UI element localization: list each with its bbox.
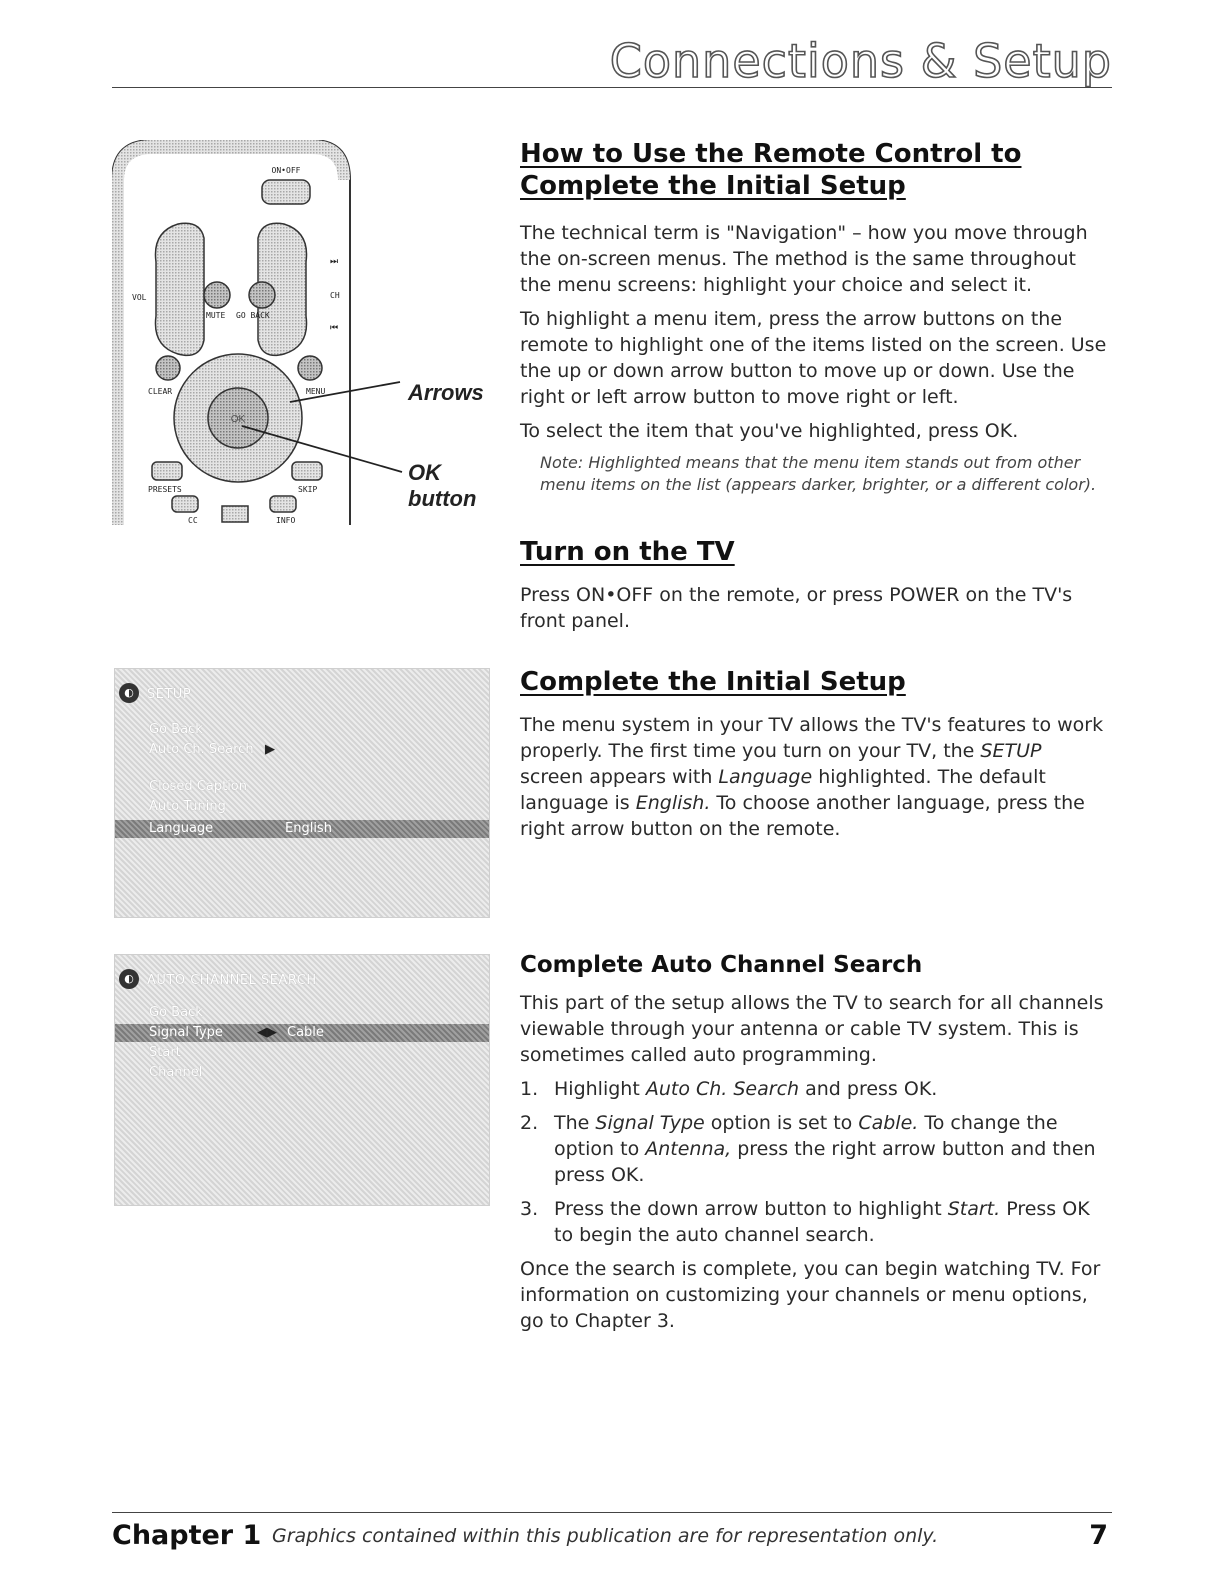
closing-paragraph: Once the search is complete, you can begin watching TV. For information on customizing your channels or menu options, go to Chapter 3. bbox=[520, 1258, 1101, 1332]
auto-channel-menu-item: Channel bbox=[149, 1065, 203, 1080]
auto-channel-section bbox=[520, 950, 1110, 1342]
initial-setup-section bbox=[520, 666, 1110, 850]
setup-menu-item: Closed Caption bbox=[149, 779, 247, 794]
svg-text:INFO: INFO bbox=[276, 516, 296, 525]
arrows-callout: Arrows bbox=[408, 380, 484, 405]
remote-paragraph-2: To highlight a menu item, press the arrow buttons on the remote to highlight one of the items listed on the screen. Use the up or down arrow button to move up or down. Use the right or left arrow button to move right or left. bbox=[520, 308, 1107, 408]
left-right-arrows-icon: ◀▶ bbox=[257, 1025, 277, 1040]
svg-text:PRESETS: PRESETS bbox=[148, 485, 182, 494]
remote-paragraph-1: The technical term is "Navigation" – how you move through the on-screen menus. The method is the same throughout the menu screens: highlight your choice and select it. bbox=[520, 222, 1088, 296]
svg-text:ON•OFF: ON•OFF bbox=[271, 166, 301, 175]
volume-rocker-shape bbox=[155, 223, 204, 355]
ok-callout-line2: button bbox=[408, 486, 477, 511]
setup-menu-item: Go Back bbox=[149, 722, 203, 737]
setup-menu-screen bbox=[114, 668, 490, 918]
auto-channel-paragraph: This part of the setup allows the TV to search for all channels viewable through your antenna or cable TV system. This is sometimes called auto programming. bbox=[520, 992, 1104, 1066]
remote-section-heading: How to Use the Remote Control to Complete the Initial Setup bbox=[520, 139, 1022, 201]
svg-text:⏭: ⏭ bbox=[330, 256, 339, 266]
turn-on-heading: Turn on the TV bbox=[520, 537, 735, 567]
svg-text:CH: CH bbox=[330, 291, 340, 300]
svg-text:OK: OK bbox=[230, 414, 246, 425]
svg-text:SKIP: SKIP bbox=[298, 485, 318, 494]
remote-paragraph-3: To select the item that you've highlighted, press OK. bbox=[520, 420, 1019, 442]
svg-text:VOL: VOL bbox=[132, 293, 147, 302]
auto-channel-menu-screen bbox=[114, 954, 490, 1206]
remote-note: Note: Highlighted means that the menu item stands out from other menu items on the list (appears darker, brighter, or a different color). bbox=[540, 453, 1097, 494]
step-1: 1. Highlight Auto Ch. Search and press OK. bbox=[520, 1078, 938, 1100]
turn-on-paragraph: Press ON•OFF on the remote, or press POWER on the TV's front panel. bbox=[520, 584, 1073, 632]
page-number: 7 bbox=[1089, 1520, 1108, 1551]
svg-text:⏮: ⏮ bbox=[330, 322, 339, 332]
svg-text:MUTE: MUTE bbox=[206, 311, 226, 320]
svg-text:CLEAR: CLEAR bbox=[148, 387, 173, 396]
submenu-arrow-icon: ▶ bbox=[265, 742, 275, 757]
initial-setup-paragraph: The menu system in your TV allows the TV's features to work properly. The first time you turn on your TV, the SETUP screen appears with Language highlighted. The default language is English. To choose another language, press the right arrow button on the remote. bbox=[520, 714, 1104, 840]
setup-menu-item: Auto Ch. Search bbox=[149, 742, 254, 757]
setup-menu-item-selected: Language bbox=[149, 821, 214, 836]
initial-setup-heading: Complete the Initial Setup bbox=[520, 667, 906, 697]
footer-disclaimer: Graphics contained within this publication are for representation only. bbox=[272, 1525, 939, 1547]
menu-logo-icon: ◐ bbox=[119, 969, 139, 989]
svg-text:MENU: MENU bbox=[306, 387, 326, 396]
footer-chapter: Chapter 1 bbox=[112, 1520, 262, 1551]
setup-menu-title: SETUP bbox=[147, 687, 192, 702]
footer-divider bbox=[112, 1512, 1112, 1513]
turn-on-section bbox=[520, 536, 1110, 642]
page-header-title: Connections & Setup bbox=[609, 34, 1112, 88]
svg-text:CC: CC bbox=[188, 516, 198, 525]
power-button-shape bbox=[262, 180, 310, 204]
header-divider bbox=[112, 87, 1112, 88]
step-3: 3. Press the down arrow button to highlight Start. Press OK to begin the auto channel search. bbox=[520, 1198, 1090, 1246]
auto-channel-menu-title: AUTO CHANNEL SEARCH bbox=[147, 973, 317, 988]
signal-type-value: Cable bbox=[287, 1025, 324, 1040]
svg-text:GO BACK: GO BACK bbox=[236, 311, 270, 320]
remote-section bbox=[520, 138, 1110, 496]
ok-callout-line1: OK bbox=[408, 460, 441, 485]
auto-channel-menu-item: Start bbox=[149, 1045, 181, 1060]
language-value: English bbox=[285, 821, 332, 836]
auto-channel-menu-item: Go Back bbox=[149, 1005, 203, 1020]
auto-channel-menu-item-selected: Signal Type bbox=[149, 1025, 223, 1040]
menu-logo-icon: ◐ bbox=[119, 683, 139, 703]
setup-menu-item: Auto Tuning bbox=[149, 799, 226, 814]
auto-channel-heading: Complete Auto Channel Search bbox=[520, 952, 923, 978]
step-2: 2. The Signal Type option is set to Cable. To change the option to Antenna, press the right arrow button and then press OK. bbox=[520, 1112, 1096, 1186]
